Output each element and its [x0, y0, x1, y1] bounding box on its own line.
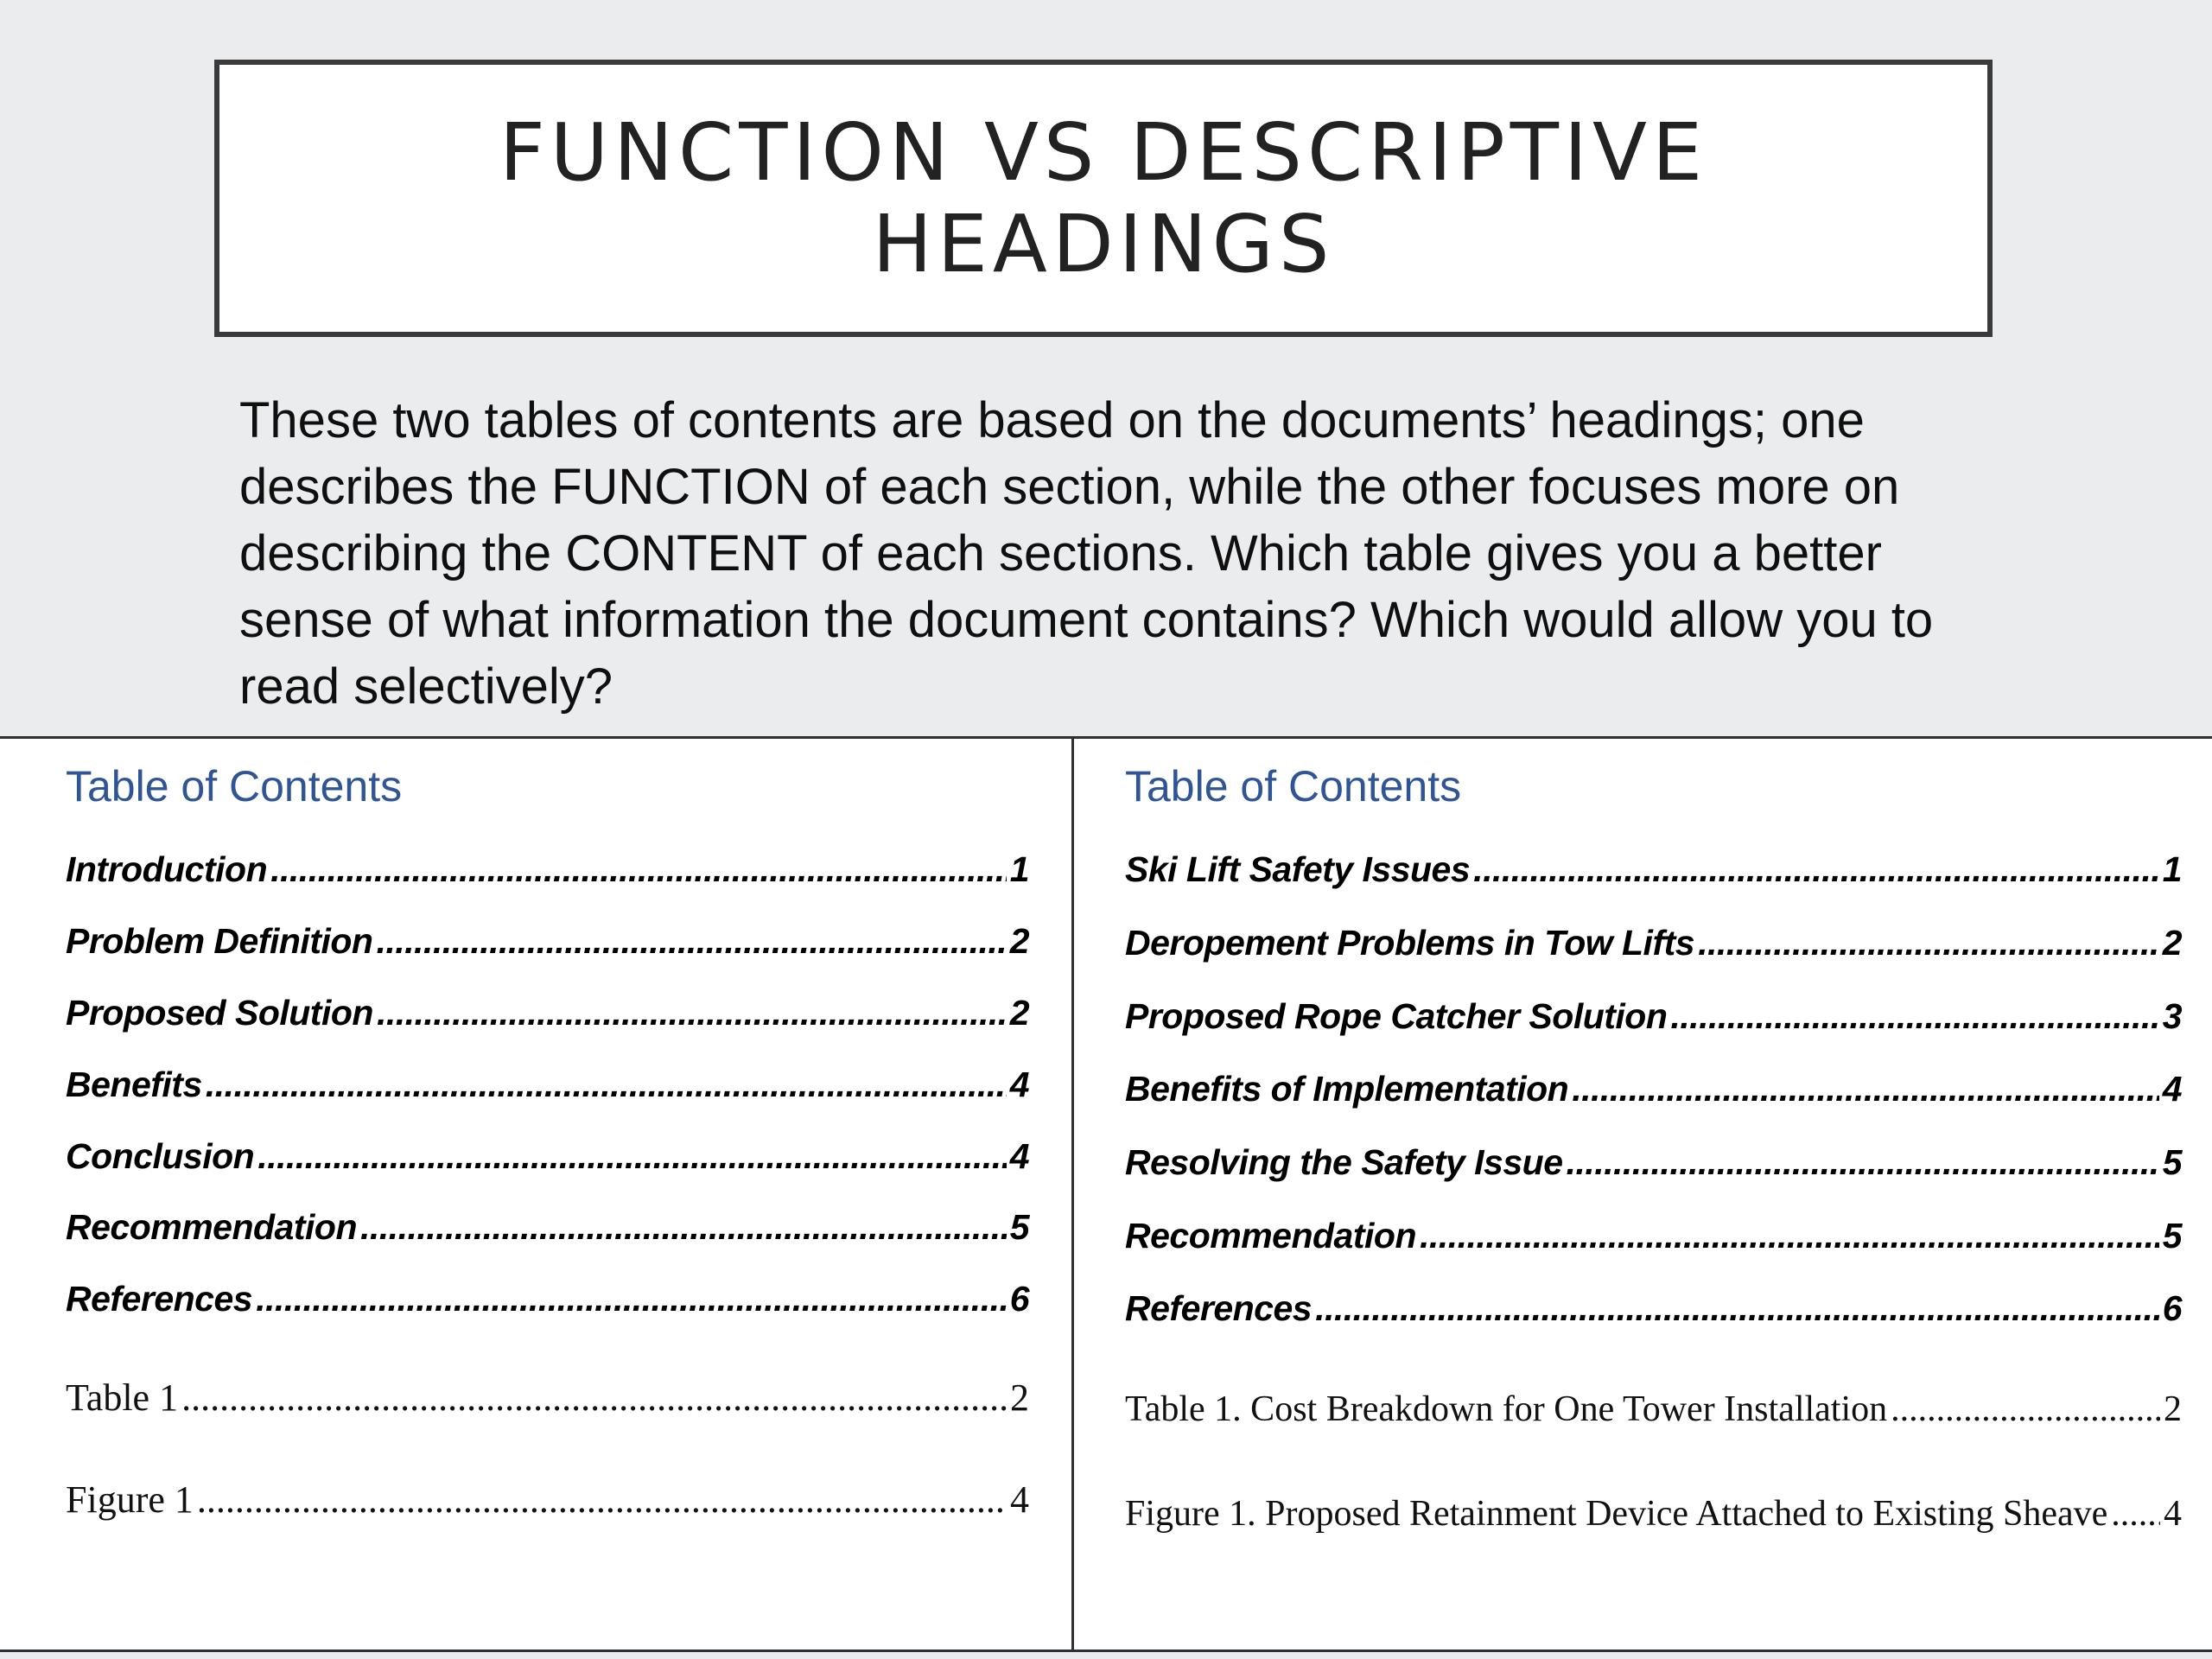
toc-leader-dots	[257, 1136, 1006, 1177]
toc-entry	[1125, 996, 2182, 1037]
toc-entry	[66, 849, 1029, 890]
toc-entry-page: 4	[1009, 1136, 1029, 1176]
toc-leader-dots	[256, 1279, 1007, 1319]
toc-entry-label: References	[66, 1279, 253, 1319]
toc-entry-page: 4	[2164, 1494, 2182, 1534]
toc-entry-label: Figure 1	[66, 1478, 194, 1521]
toc-entry-page: 6	[1009, 1279, 1029, 1319]
toc-entry-page: 3	[2162, 996, 2182, 1036]
toc-entry-label: Table 1. Cost Breakdown for One Tower Installation	[1125, 1389, 1888, 1429]
toc-entry	[66, 993, 1029, 1033]
toc-entry-page: 2	[2162, 923, 2182, 963]
toc-entry-label: Problem Definition	[66, 921, 373, 961]
toc-leader-dots	[360, 1207, 1007, 1248]
toc-entry	[1125, 1069, 2182, 1109]
toc-comparison-area	[0, 736, 2212, 1652]
slide-title: FUNCTION VS DESCRIPTIVE HEADINGS	[499, 105, 1708, 290]
toc-entry-figure	[1125, 1493, 2182, 1535]
toc-leader-dots	[1698, 923, 2159, 963]
toc-entry	[66, 1279, 1029, 1319]
toc-entry-label: Recommendation	[66, 1207, 357, 1247]
slide-title-box	[214, 60, 1993, 337]
toc-leader-dots	[197, 1478, 1007, 1522]
toc-entry-table	[66, 1376, 1029, 1420]
toc-leader-dots	[2111, 1493, 2160, 1535]
slide-intro-text: These two tables of contents are based on the documents’ headings; one describes the FUNCTION of each section, while the other focuses more on describing the CONTENT of each sections. Which table gives you a better sense of what information the document contains? Which would allow you to read selectively?	[239, 392, 1934, 715]
toc-entry-page: 2	[2164, 1389, 2182, 1429]
toc-leader-dots	[181, 1376, 1007, 1420]
toc-leader-dots	[1572, 1069, 2158, 1109]
toc-leader-dots	[1420, 1216, 2159, 1256]
toc-entry	[1125, 1142, 2182, 1183]
toc-leader-dots	[377, 993, 1007, 1033]
toc-entry-page: 6	[2162, 1288, 2182, 1328]
toc-heading: Table of Contents	[66, 762, 403, 810]
toc-entry-label: Resolving the Safety Issue	[1125, 1142, 1563, 1182]
toc-leader-dots	[376, 921, 1006, 962]
toc-entry-figure	[66, 1478, 1029, 1522]
toc-entry-page: 4	[1010, 1478, 1029, 1521]
toc-divider	[1071, 739, 1074, 1649]
toc-entry-page: 2	[1010, 1376, 1029, 1419]
toc-entry-label: References	[1125, 1288, 1313, 1328]
toc-entry	[1125, 923, 2182, 963]
toc-entry-label: Ski Lift Safety Issues	[1125, 849, 1471, 889]
toc-leader-dots	[1891, 1389, 2160, 1430]
toc-entry-label: Table 1	[66, 1376, 179, 1419]
toc-entry-page: 1	[2162, 849, 2182, 889]
toc-entry-page: 4	[2162, 1069, 2182, 1109]
toc-leader-dots	[270, 849, 1007, 890]
toc-entry	[66, 1207, 1029, 1248]
toc-entry	[66, 1065, 1029, 1105]
toc-entry-page: 2	[1009, 993, 1029, 1033]
toc-leader-dots	[1473, 849, 2159, 890]
toc-entry	[66, 921, 1029, 962]
toc-entry-label: Recommendation	[1125, 1216, 1416, 1255]
toc-entry-label: Proposed Solution	[66, 993, 373, 1033]
toc-entry-label: Proposed Rope Catcher Solution	[1125, 996, 1668, 1036]
toc-entry	[66, 1136, 1029, 1177]
toc-leader-dots	[1315, 1288, 2159, 1329]
toc-leader-dots	[1567, 1142, 2159, 1183]
toc-entry-label: Benefits	[66, 1065, 202, 1104]
toc-entry-page: 2	[1009, 921, 1029, 961]
toc-entry-label: Figure 1. Proposed Retainment Device Attached to Existing Sheave	[1125, 1494, 2108, 1534]
toc-entry-table	[1125, 1389, 2182, 1430]
toc-leader-dots	[1670, 996, 2158, 1037]
toc-entry	[1125, 1288, 2182, 1329]
toc-entry-page: 5	[1009, 1207, 1029, 1247]
toc-entry-label: Conclusion	[66, 1136, 255, 1176]
toc-entry-page: 1	[1009, 849, 1029, 889]
toc-entry-page: 4	[1009, 1065, 1029, 1104]
toc-entry	[1125, 849, 2182, 890]
toc-heading: Table of Contents	[1125, 762, 1462, 810]
toc-leader-dots	[206, 1065, 1007, 1105]
toc-entry-label: Introduction	[66, 849, 268, 889]
toc-entry	[1125, 1216, 2182, 1256]
toc-entry-page: 5	[2162, 1142, 2182, 1182]
toc-entry-page: 5	[2162, 1216, 2182, 1255]
toc-entry-label: Benefits of Implementation	[1125, 1069, 1569, 1109]
toc-entry-label: Deropement Problems in Tow Lifts	[1125, 923, 1695, 963]
